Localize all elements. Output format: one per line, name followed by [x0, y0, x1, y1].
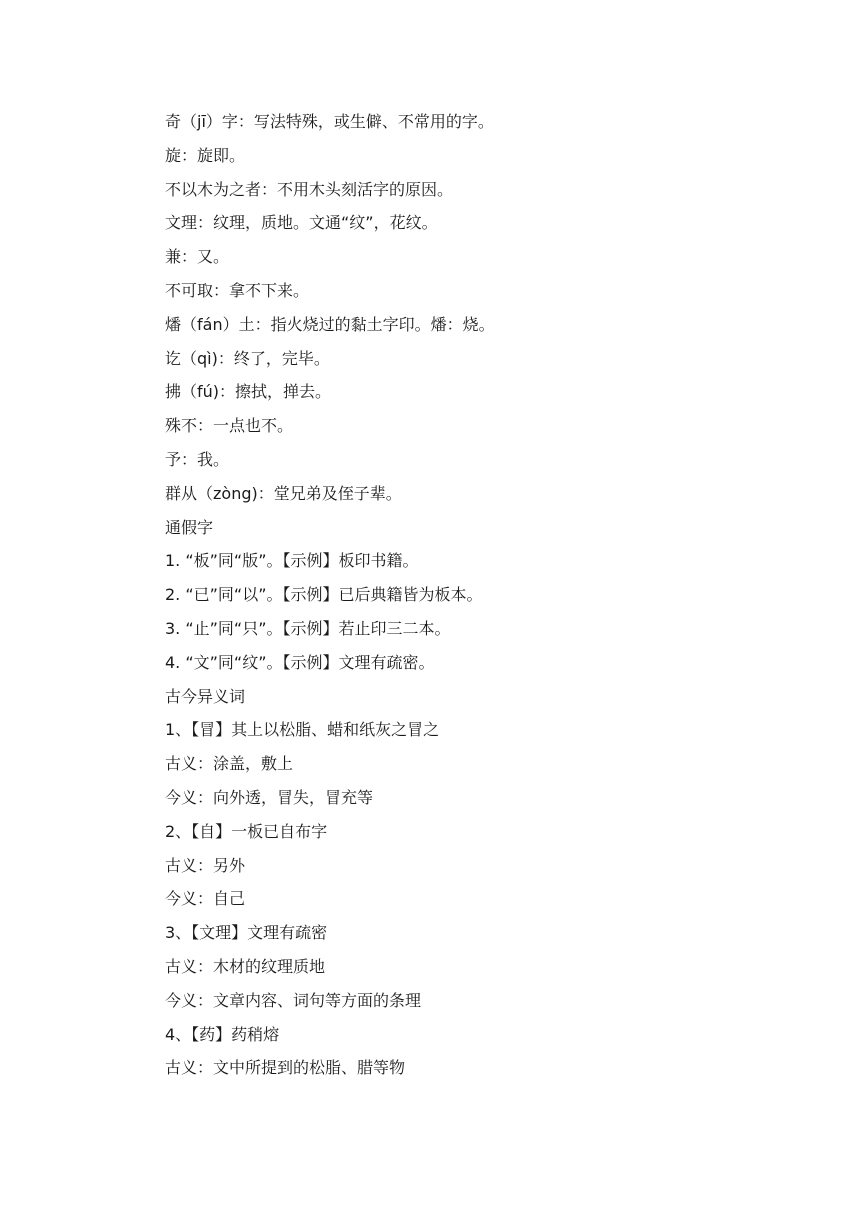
text-line: 不以木为之者：不用木头刻活字的原因。 — [165, 179, 454, 199]
text-line: 讫（qì)：终了，完毕。 — [165, 348, 330, 368]
list-item: 4、【药】药稍熔 — [165, 1024, 280, 1044]
section-heading: 古今异义词 — [165, 686, 246, 706]
list-item: 4. “文”同“纹”。【示例】文理有疏密。 — [165, 652, 435, 672]
text-line: 古义：文中所提到的松脂、腊等物 — [165, 1058, 406, 1078]
text-line: 殊不：一点也不。 — [165, 416, 294, 436]
list-item: 2. “已”同“以”。【示例】已后典籍皆为板本。 — [165, 585, 483, 605]
text-line: 群从（zòng)：堂兄弟及侄子辈。 — [165, 483, 402, 503]
section-heading: 通假字 — [165, 517, 214, 537]
text-line: 古义：涂盖，敷上 — [165, 754, 294, 774]
text-line: 今义：向外透，冒失，冒充等 — [165, 787, 374, 807]
text-line: 古义：另外 — [165, 855, 246, 875]
text-line: 奇（jī）字：写法特殊，或生僻、不常用的字。 — [165, 112, 494, 131]
text-line: 旋：旋即。 — [165, 145, 246, 165]
list-item: 3. “止”同“只”。【示例】若止印三二本。 — [165, 618, 451, 638]
text-line: 燔（fán）土：指火烧过的黏土字印。燔：烧。 — [165, 314, 495, 334]
text-line: 予：我。 — [165, 449, 230, 469]
text-line: 古义：木材的纹理质地 — [165, 956, 326, 976]
list-item: 3、【文理】文理有疏密 — [165, 923, 328, 943]
text-line: 兼：又。 — [165, 247, 230, 267]
text-line: 今义：自己 — [165, 889, 246, 909]
text-line: 今义：文章内容、词句等方面的条理 — [165, 990, 422, 1010]
document-body — [165, 105, 765, 1085]
text-line: 不可取：拿不下来。 — [165, 280, 310, 300]
list-item: 1. “板”同“版”。【示例】板印书籍。 — [165, 551, 419, 571]
list-item: 2、【自】一板已自布字 — [165, 821, 328, 841]
text-line: 文理：纹理，质地。文通“纹”，花纹。 — [165, 213, 438, 233]
text-line: 拂（fú)：擦拭，掸去。 — [165, 382, 332, 402]
list-item: 1、【冒】其上以松脂、蜡和纸灰之冒之 — [165, 720, 440, 740]
